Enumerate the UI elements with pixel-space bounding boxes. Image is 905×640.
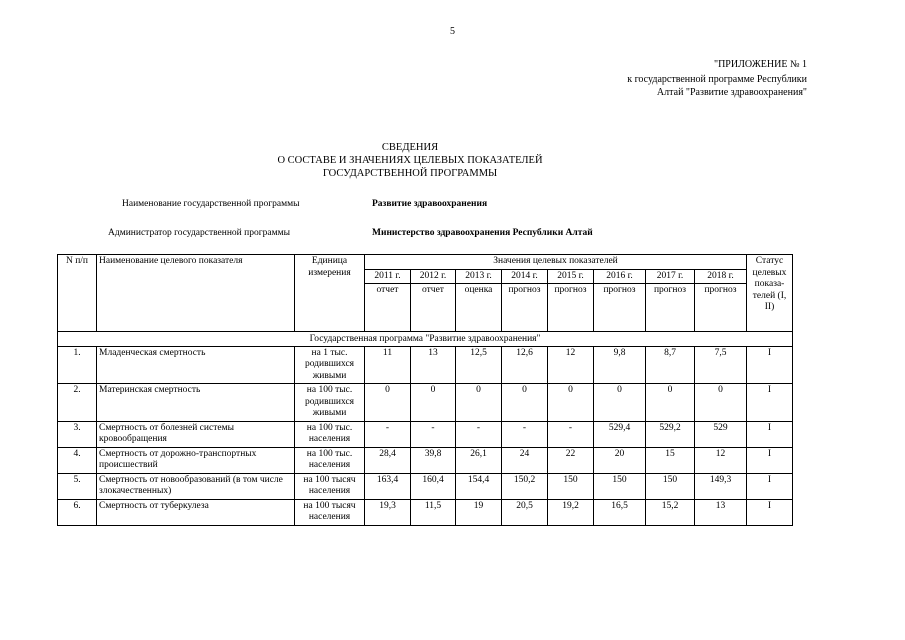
header-year-type: отчет: [365, 284, 411, 332]
row-value: 12,6: [502, 346, 548, 384]
header-name: Наименование целевого показателя: [97, 255, 295, 332]
header-year: 2018 г.: [695, 269, 747, 284]
row-value: 8,7: [646, 346, 695, 384]
header-values: Значения целевых показателей: [365, 255, 747, 270]
row-name: Младенческая смертность: [97, 346, 295, 384]
row-value: 0: [411, 384, 456, 422]
row-value: 150: [594, 473, 646, 499]
indicators-table: [57, 254, 793, 526]
row-value: 12: [548, 346, 594, 384]
row-value: 11,5: [411, 499, 456, 525]
header-year-type: отчет: [411, 284, 456, 332]
row-name: Смертность от новообразований (в том числе злокачественных): [97, 473, 295, 499]
row-name: Смертность от болезней системы кровообращения: [97, 421, 295, 447]
row-value: 7,5: [695, 346, 747, 384]
header-year: 2011 г.: [365, 269, 411, 284]
row-unit: на 100 тыс. населения: [295, 447, 365, 473]
row-unit: на 1 тыс. родившихся живыми: [295, 346, 365, 384]
row-value: 24: [502, 447, 548, 473]
row-unit: на 100 тыс. населения: [295, 421, 365, 447]
row-status: I: [747, 346, 793, 384]
header-unit: Единица измерения: [295, 255, 365, 332]
row-value: 12: [695, 447, 747, 473]
row-value: 0: [695, 384, 747, 422]
row-value: 0: [646, 384, 695, 422]
row-value: -: [456, 421, 502, 447]
row-name: Смертность от туберкулеза: [97, 499, 295, 525]
row-value: 19,3: [365, 499, 411, 525]
row-status: I: [747, 473, 793, 499]
title-line-1: СВЕДЕНИЯ: [381, 142, 439, 153]
row-value: 529: [695, 421, 747, 447]
row-number: 4.: [58, 447, 97, 473]
table-row: [58, 346, 793, 384]
row-value: 9,8: [594, 346, 646, 384]
row-value: 150: [646, 473, 695, 499]
header-year: 2014 г.: [502, 269, 548, 284]
row-number: 1.: [58, 346, 97, 384]
row-number: 2.: [58, 384, 97, 422]
row-value: 529,4: [594, 421, 646, 447]
row-value: 20: [594, 447, 646, 473]
header-num: N п/п: [58, 255, 97, 332]
row-status: I: [747, 421, 793, 447]
row-value: -: [502, 421, 548, 447]
row-value: 163,4: [365, 473, 411, 499]
row-value: 0: [548, 384, 594, 422]
appendix-line-2: к государственной программе Республики: [627, 74, 807, 85]
row-name: Материнская смертность: [97, 384, 295, 422]
row-value: 12,5: [456, 346, 502, 384]
row-value: 15,2: [646, 499, 695, 525]
row-value: 15: [646, 447, 695, 473]
program-label: Наименование государственной программы: [122, 199, 300, 209]
header-year: 2016 г.: [594, 269, 646, 284]
page-number: 5: [450, 26, 455, 37]
section-title: Государственная программа "Развитие здравоохранения": [58, 332, 793, 347]
header-status: Статус целевых показа- телей (I, II): [747, 255, 793, 332]
header-year-type: прогноз: [646, 284, 695, 332]
row-status: I: [747, 384, 793, 422]
table-row: [58, 421, 793, 447]
row-value: 160,4: [411, 473, 456, 499]
row-value: 529,2: [646, 421, 695, 447]
row-value: 13: [695, 499, 747, 525]
title-line-3: ГОСУДАРСТВЕННОЙ ПРОГРАММЫ: [322, 168, 498, 179]
row-value: 16,5: [594, 499, 646, 525]
row-value: -: [548, 421, 594, 447]
row-unit: на 100 тысяч населения: [295, 473, 365, 499]
row-value: 28,4: [365, 447, 411, 473]
header-year: 2013 г.: [456, 269, 502, 284]
row-value: 0: [365, 384, 411, 422]
row-value: 22: [548, 447, 594, 473]
row-value: 0: [594, 384, 646, 422]
table-row: [58, 384, 793, 422]
header-year-type: прогноз: [502, 284, 548, 332]
header-year-type: прогноз: [594, 284, 646, 332]
header-year: 2015 г.: [548, 269, 594, 284]
row-value: 150: [548, 473, 594, 499]
admin-value: Министерство здравоохранения Республики Алтай: [372, 228, 593, 238]
row-value: 0: [502, 384, 548, 422]
row-value: 11: [365, 346, 411, 384]
header-year: 2012 г.: [411, 269, 456, 284]
table-row: [58, 447, 793, 473]
table-row: [58, 473, 793, 499]
header-year-type: прогноз: [695, 284, 747, 332]
row-status: I: [747, 447, 793, 473]
row-value: 19,2: [548, 499, 594, 525]
appendix-line-3: Алтай "Развитие здравоохранения": [656, 87, 807, 98]
row-value: 20,5: [502, 499, 548, 525]
row-number: 6.: [58, 499, 97, 525]
header-year-type: оценка: [456, 284, 502, 332]
program-value: Развитие здравоохранения: [372, 199, 488, 209]
row-value: 149,3: [695, 473, 747, 499]
row-value: -: [411, 421, 456, 447]
row-unit: на 100 тыс. родившихся живыми: [295, 384, 365, 422]
table-row: [58, 499, 793, 525]
row-value: 26,1: [456, 447, 502, 473]
row-value: -: [365, 421, 411, 447]
row-value: 39,8: [411, 447, 456, 473]
row-status: I: [747, 499, 793, 525]
row-number: 3.: [58, 421, 97, 447]
row-number: 5.: [58, 473, 97, 499]
header-year: 2017 г.: [646, 269, 695, 284]
header-year-type: прогноз: [548, 284, 594, 332]
row-name: Смертность от дорожно-транспортных происшествий: [97, 447, 295, 473]
appendix-line-1: "ПРИЛОЖЕНИЕ № 1: [713, 59, 807, 70]
row-unit: на 100 тысяч населения: [295, 499, 365, 525]
title-line-2: О СОСТАВЕ И ЗНАЧЕНИЯХ ЦЕЛЕВЫХ ПОКАЗАТЕЛЕЙ: [277, 155, 543, 166]
row-value: 13: [411, 346, 456, 384]
row-value: 150,2: [502, 473, 548, 499]
admin-label: Администратор государственной программы: [108, 228, 290, 238]
row-value: 154,4: [456, 473, 502, 499]
row-value: 19: [456, 499, 502, 525]
row-value: 0: [456, 384, 502, 422]
